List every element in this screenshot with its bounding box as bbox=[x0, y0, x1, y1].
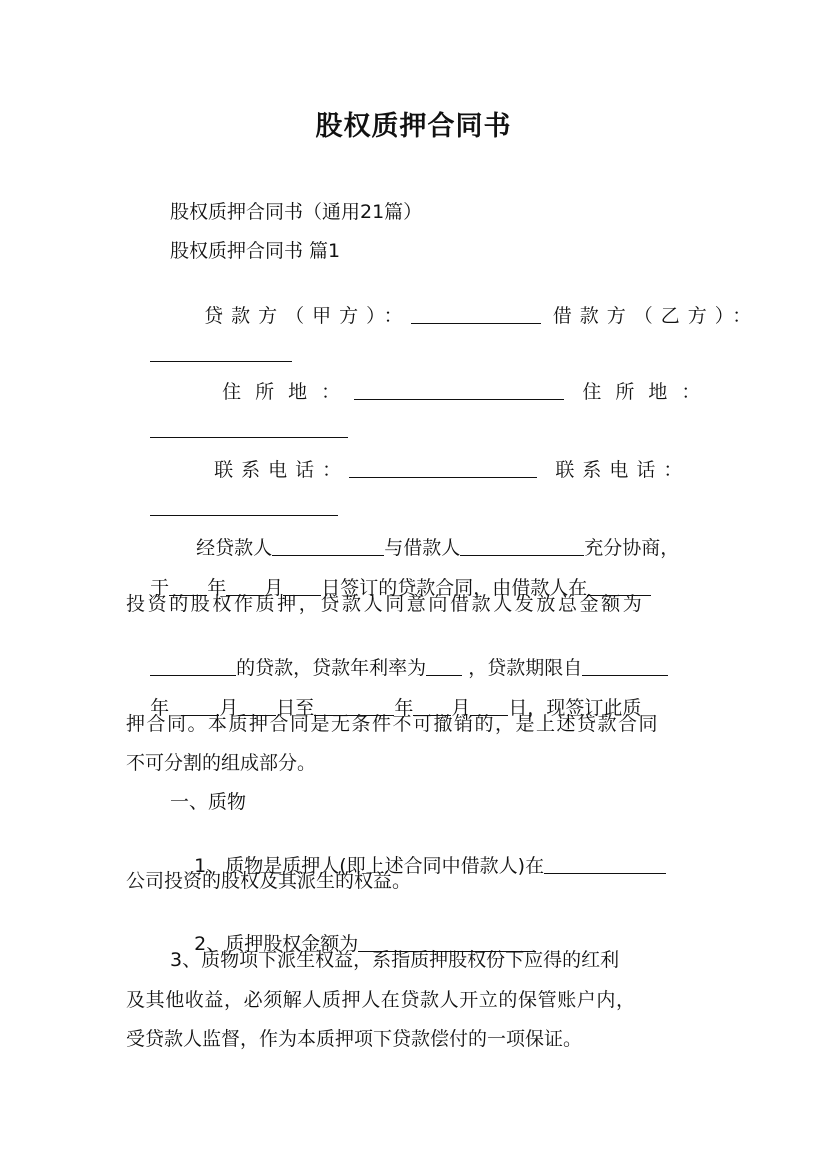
lender-address-label: 住所地： bbox=[222, 381, 355, 403]
borrower-phone-label: 联系电话： bbox=[555, 459, 691, 481]
intro-text: 充分协商， bbox=[584, 537, 680, 559]
intro-text: 于 bbox=[150, 577, 170, 599]
intro-line-6 bbox=[126, 712, 702, 736]
intro-text: 月 bbox=[451, 697, 471, 719]
intro-text: 的贷款，贷款年利率为 bbox=[236, 657, 427, 679]
borrower-label: 借款方（乙方）： bbox=[552, 305, 760, 327]
item-3-line-2 bbox=[126, 988, 702, 1012]
lender-blank[interactable] bbox=[411, 305, 541, 324]
item-1-line-2: 公司投资的股权及其派生的权益。 bbox=[126, 870, 412, 892]
intro-text: 日签订的贷款合同，由借款人在 bbox=[321, 577, 588, 599]
item-3-line-3: 受贷款人监督，作为本质押项下贷款偿付的一项保证。 bbox=[126, 1028, 583, 1050]
intro-text: 押合同。本质押合同是无条件不可撤销的，是上述贷款合同 bbox=[126, 713, 660, 735]
intro-text: 年 bbox=[394, 697, 414, 719]
item-text: 1、质物是质押人(即上述合同中借款人)在 bbox=[194, 855, 545, 877]
lender-phone-label: 联系电话： bbox=[214, 459, 350, 481]
intro-text: 月 bbox=[219, 697, 239, 719]
lender-phone-blank[interactable] bbox=[349, 459, 537, 478]
item-3-line-1: 3、质物项下派生权益，系指质押股权份下应得的红利 bbox=[170, 949, 620, 971]
borrower-address-label: 住所地： bbox=[582, 381, 715, 403]
lender-label: 贷款方（甲方）： bbox=[204, 305, 411, 327]
section-1-heading: 一、质物 bbox=[170, 791, 247, 813]
intro-text: 投资的股权作质押，贷款人同意向借款人发放总金额为 bbox=[126, 593, 645, 615]
intro-text: 月 bbox=[264, 577, 284, 599]
intro-text: 日至 bbox=[276, 697, 315, 719]
intro-line-7: 不可分割的组成部分。 bbox=[126, 752, 317, 774]
intro-text: 日，现签订此质 bbox=[508, 697, 642, 719]
intro-text: 与借款人 bbox=[384, 537, 461, 559]
section-heading: 股权质押合同书 篇1 bbox=[170, 240, 341, 262]
document-title: 股权质押合同书 bbox=[315, 111, 512, 142]
intro-text: 年 bbox=[207, 577, 227, 599]
intro-text: 经贷款人 bbox=[196, 537, 273, 559]
intro-text: 年 bbox=[150, 697, 170, 719]
item-text: 2、质押股权金额为 bbox=[194, 933, 359, 955]
pledge-company-blank[interactable] bbox=[544, 855, 666, 874]
item-text: 及其他收益，必须解人质押人在贷款人开立的保管账户内， bbox=[126, 989, 636, 1011]
lender-address-blank[interactable] bbox=[354, 381, 564, 400]
subtitle: 股权质押合同书（通用21篇） bbox=[170, 201, 423, 223]
intro-text: ，贷款期限自 bbox=[468, 657, 583, 679]
intro-line-3 bbox=[126, 592, 702, 616]
